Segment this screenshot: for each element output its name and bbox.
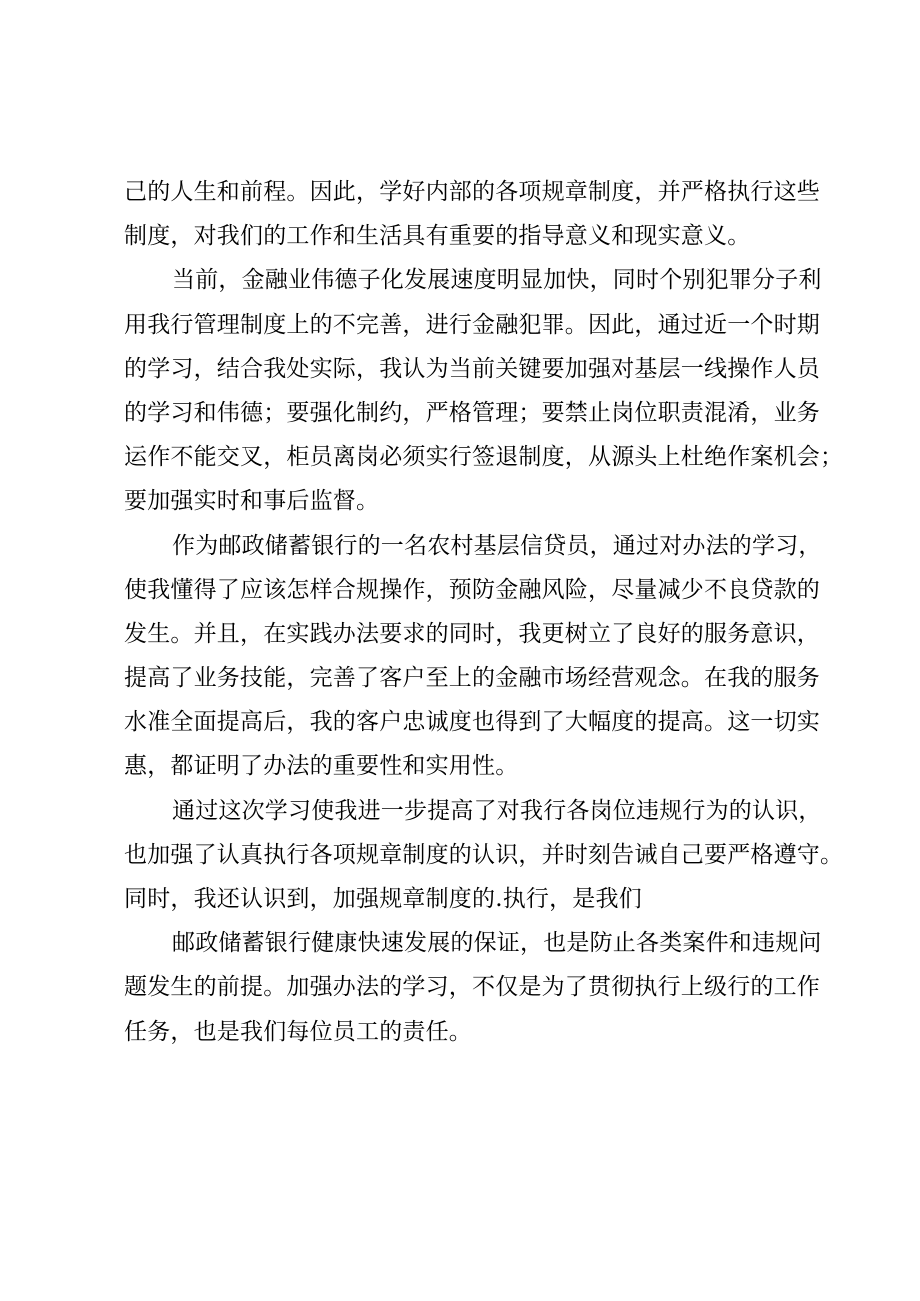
- paragraph-line: 惠，都证明了办法的重要性和实用性。: [124, 753, 519, 780]
- paragraph-line: 提高了业务技能，完善了客户至上的金融市场经营观念。在我的服务: [124, 665, 820, 692]
- paragraph-line: 也加强了认真执行各项规章制度的认识，并时刻告诫自己要严格遵守。: [124, 841, 844, 868]
- paragraph-2: [124, 258, 844, 523]
- paragraph-line: 用我行管理制度上的不完善，进行金融犯罪。因此，通过近一个时期: [124, 311, 820, 338]
- paragraph-line: 要加强实时和事后监督。: [124, 488, 380, 515]
- paragraph-line: 当前，金融业伟德子化发展速度明显加快，同时个别犯罪分子利: [172, 267, 822, 294]
- paragraph-line: 发生。并且，在实践办法要求的同时，我更树立了良好的服务意识，: [124, 620, 820, 647]
- paragraph-line: 己的人生和前程。因此，学好内部的各项规章制度，并严格执行这些: [124, 179, 820, 205]
- paragraph-1: [124, 170, 824, 258]
- paragraph-line: 任务，也是我们每位员工的责任。: [124, 1018, 472, 1045]
- paragraph-line: 同时，我还认识到，加强规章制度的.执行，是我们: [124, 886, 642, 912]
- paragraph-line: 运作不能交叉，柜员离岗必须实行签退制度，从源头上杜绝作案机会；: [124, 444, 844, 471]
- paragraph-line: 作为邮政储蓄银行的一名农村基层信贷员，通过对办法的学习，: [172, 532, 822, 559]
- paragraph-line: 制度，对我们的工作和生活具有重要的指导意义和现实意义。: [124, 223, 751, 250]
- paragraph-line: 水准全面提高后，我的客户忠诚度也得到了大幅度的提高。这一切实: [124, 709, 820, 736]
- paragraph-line: 题发生的前提。加强办法的学习，不仅是为了贯彻执行上级行的工作: [124, 974, 820, 1001]
- paragraph-line: 通过这次学习使我进一步提高了对我行各岗位违规行为的认识，: [172, 797, 822, 824]
- paragraph-line: 的学习和伟德；要强化制约，严格管理；要禁止岗位职责混淆，业务: [124, 399, 820, 426]
- paragraph-3: [124, 524, 824, 789]
- paragraph-5: [124, 921, 824, 1054]
- paragraph-line: 的学习，结合我处实际，我认为当前关键要加强对基层一线操作人员: [124, 355, 820, 382]
- paragraph-line: 邮政储蓄银行健康快速发展的保证，也是防止各类案件和违规问: [172, 930, 822, 957]
- paragraph-4: [124, 789, 844, 922]
- document-body: [124, 170, 844, 1054]
- paragraph-line: 使我懂得了应该怎样合规操作，预防金融风险，尽量减少不良贷款的: [124, 576, 820, 603]
